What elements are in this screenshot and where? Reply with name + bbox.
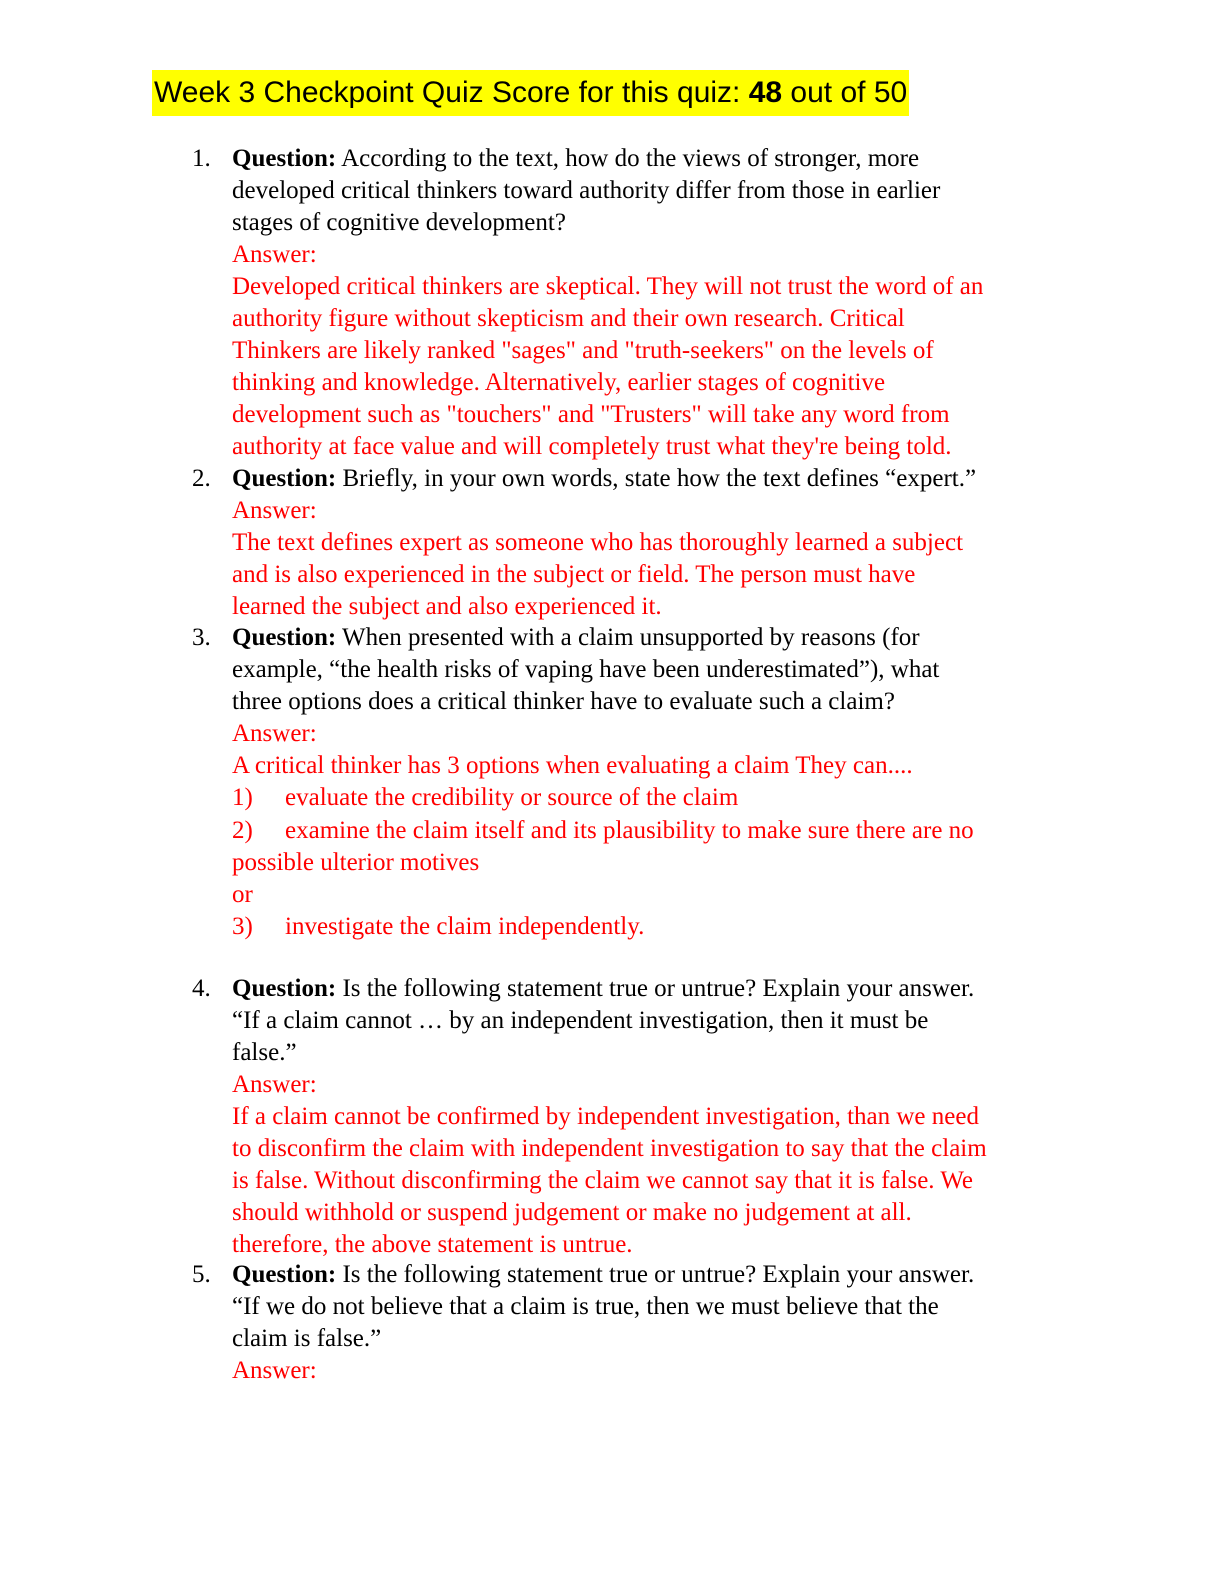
question-text: false.” — [232, 1039, 297, 1066]
answer-label: Answer: — [232, 241, 317, 268]
answer-intro: A critical thinker has 3 options when evaluating a claim They can.... — [232, 752, 913, 779]
answer-text: is false. Without disconfirming the claim we cannot say that it is false. We — [232, 1167, 974, 1194]
answer-label: Answer: — [232, 1357, 317, 1384]
answer-text: Thinkers are likely ranked "sages" and "truth-seekers" on the levels of — [232, 337, 934, 364]
page-title — [152, 70, 909, 116]
question-number: 4. — [192, 975, 211, 1002]
question-label: Question: — [232, 624, 337, 651]
question-label: Question: — [232, 1261, 337, 1288]
question-text: claim is false.” — [232, 1325, 382, 1352]
question-text: Is the following statement true or untrue? Explain your answer. — [342, 975, 975, 1002]
answer-option-2: 2) examine the claim itself and its plausibility to make sure there are no — [232, 817, 974, 844]
question-label: Question: — [232, 145, 337, 172]
answer-option-2-continued: possible ulterior motives — [232, 849, 480, 876]
question-number: 1. — [192, 145, 211, 172]
answer-text: development such as "touchers" and "Trusters" will take any word from — [232, 401, 950, 428]
question-1 — [192, 143, 1112, 463]
answer-label: Answer: — [232, 720, 317, 747]
answer-option-1: 1) evaluate the credibility or source of the claim — [232, 784, 739, 811]
question-label: Question: — [232, 975, 337, 1002]
question-label: Question: — [232, 465, 337, 492]
question-text: “If we do not believe that a claim is true, then we must believe that the — [232, 1293, 939, 1320]
question-4 — [192, 973, 1112, 1261]
answer-text: The text defines expert as someone who has thoroughly learned a subject — [232, 529, 964, 556]
answer-text: thinking and knowledge. Alternatively, earlier stages of cognitive — [232, 369, 886, 396]
answer-text: authority at face value and will completely trust what they're being told. — [232, 433, 952, 460]
question-5 — [192, 1259, 1112, 1387]
title-prefix: Week 3 Checkpoint Quiz Score for this quiz: — [154, 76, 749, 109]
quiz-score: 48 — [748, 76, 783, 109]
answer-text: and is also experienced in the subject or field. The person must have — [232, 561, 916, 588]
answer-label: Answer: — [232, 497, 317, 524]
question-text: According to the text, how do the views of stronger, more — [341, 145, 920, 172]
question-number: 2. — [192, 465, 211, 492]
question-text: Briefly, in your own words, state how the text defines “expert.” — [342, 465, 977, 492]
question-3 — [192, 622, 1112, 943]
question-text: When presented with a claim unsupported by reasons (for — [342, 624, 920, 651]
question-text: Is the following statement true or untrue? Explain your answer. — [342, 1261, 975, 1288]
answer-label: Answer: — [232, 1071, 317, 1098]
question-number: 3. — [192, 624, 211, 651]
answer-connector: or — [232, 881, 253, 908]
question-text: “If a claim cannot … by an independent investigation, then it must be — [232, 1007, 929, 1034]
answer-text: Developed critical thinkers are skeptical. They will not trust the word of an — [232, 273, 984, 300]
answer-text: to disconfirm the claim with independent investigation to say that the claim — [232, 1135, 987, 1162]
answer-text: authority figure without skepticism and their own research. Critical — [232, 305, 905, 332]
question-text: three options does a critical thinker have to evaluate such a claim? — [232, 688, 895, 715]
answer-option-3: 3) investigate the claim independently. — [232, 913, 645, 940]
answer-text: should withhold or suspend judgement or make no judgement at all. — [232, 1199, 912, 1226]
title-suffix: out of 50 — [782, 76, 908, 109]
answer-text: learned the subject and also experienced it. — [232, 593, 662, 620]
question-text: stages of cognitive development? — [232, 209, 566, 236]
question-2 — [192, 463, 1112, 623]
answer-text: If a claim cannot be confirmed by independent investigation, than we need — [232, 1103, 979, 1130]
question-text: developed critical thinkers toward authority differ from those in earlier — [232, 177, 941, 204]
question-text: example, “the health risks of vaping have been underestimated”), what — [232, 656, 940, 683]
question-number: 5. — [192, 1261, 211, 1288]
answer-text: therefore, the above statement is untrue. — [232, 1231, 633, 1258]
